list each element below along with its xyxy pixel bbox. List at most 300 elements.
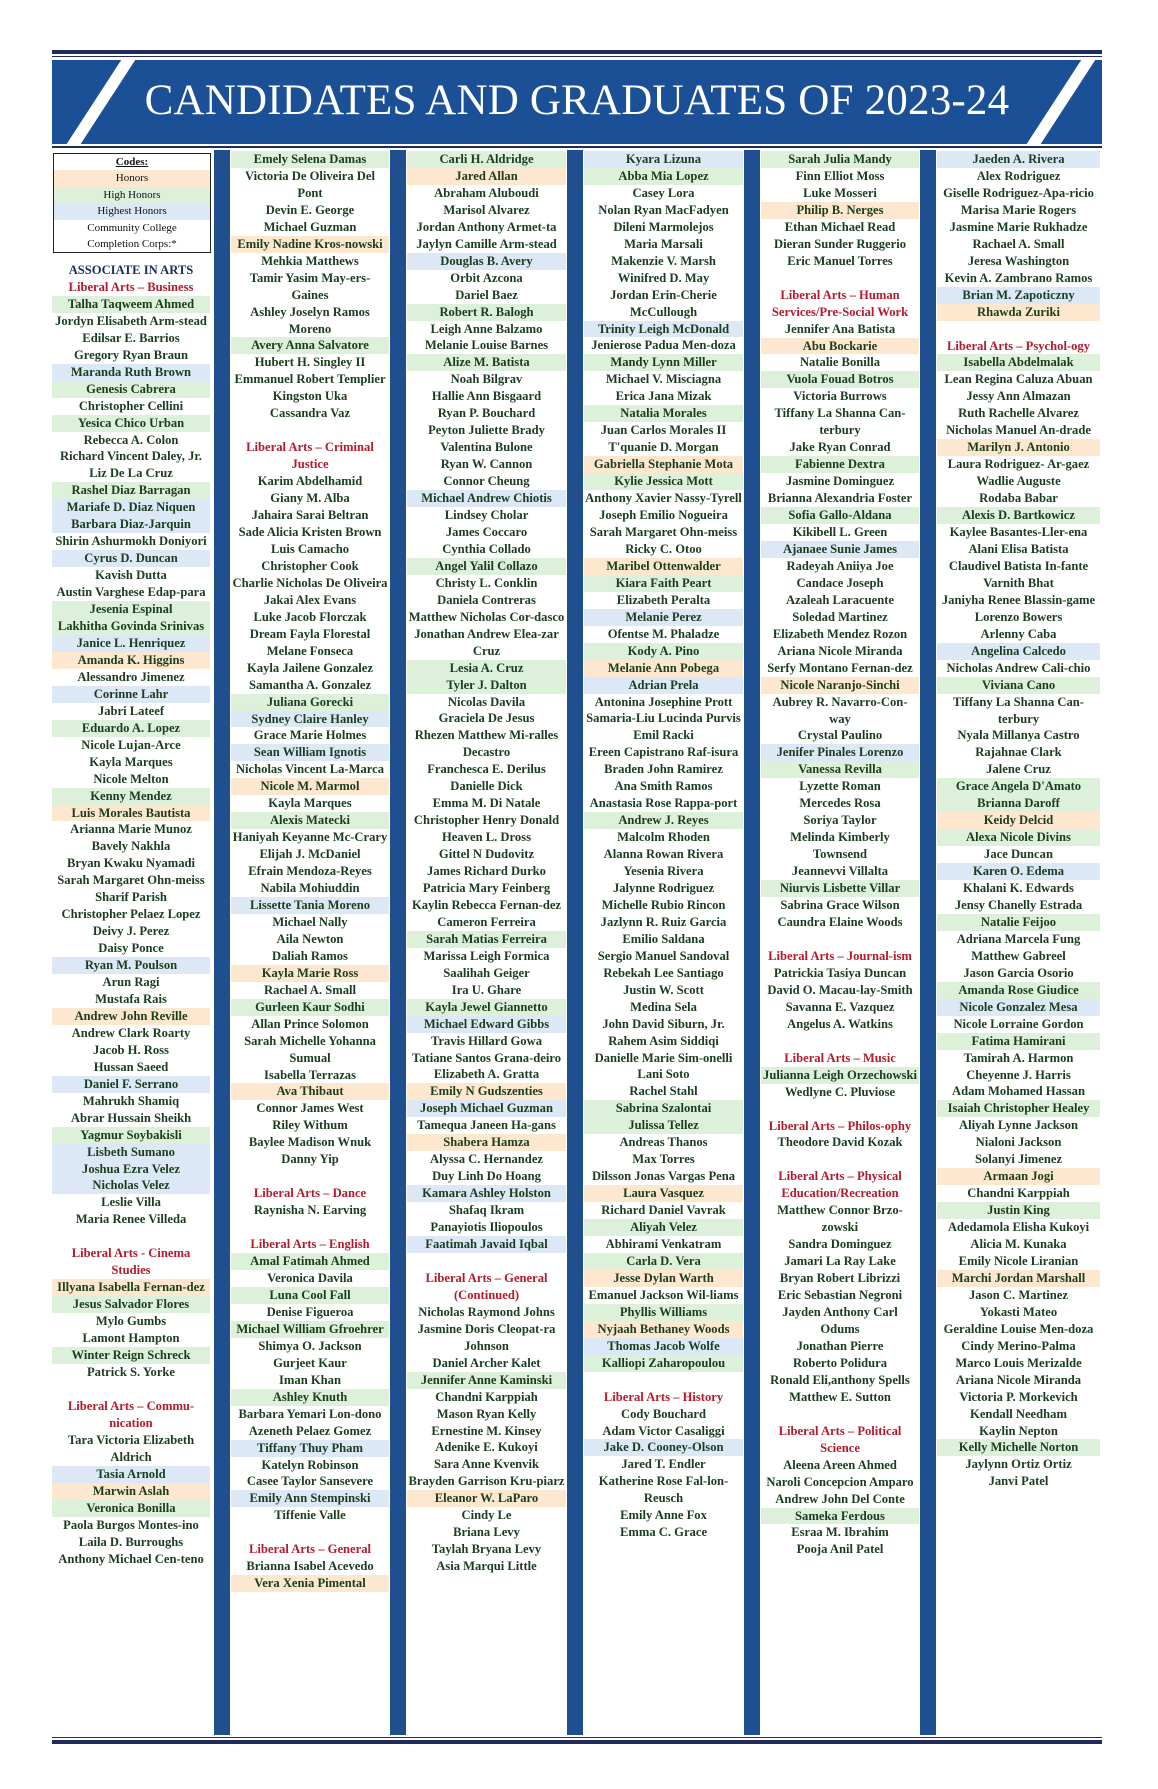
graduate-name: Emmanuel Robert Templier [234,372,386,387]
graduate-name: Niurvis Lisbette Villar [761,880,919,897]
graduate-name: Elizabeth Mendez Rozon [772,626,908,641]
graduate-name: Braden John Ramirez [604,762,723,777]
graduate-name: Winifred D. May [617,270,710,285]
graduate-name: Sameka Ferdous [761,1508,919,1525]
graduate-name: Cyrus D. Duncan [52,550,210,567]
graduate-name: Illyana Isabella Fernan-dez [52,1279,210,1296]
program-heading: Liberal Arts – Physical Education/Recreation [778,1169,902,1201]
graduate-name: Eric Manuel Torres [787,253,893,268]
graduate-name: Alex Rodriguez [976,168,1061,183]
code-honors: Honors [54,170,210,186]
graduate-name: Emily Nadine Kros-nowski [231,236,389,253]
graduate-name: Dariel Baez [455,287,518,302]
graduate-name: Armaan Jogi [937,1168,1100,1185]
graduate-name: Tiffany Thuy Pham [231,1440,389,1457]
graduate-name: Jordyn Elisabeth Arm-stead [55,313,207,328]
graduate-name: Efrain Mendoza-Reyes [248,864,372,879]
graduate-name: Juan Carlos Morales II [600,423,727,438]
graduate-name: Malcolm Rhoden [617,830,710,845]
graduate-name: Grace Angela D'Amato [937,778,1100,795]
graduate-name: Yokasti Mateo [979,1304,1058,1319]
graduate-name: Luis Morales Bautista [52,805,210,822]
top-rule [52,50,1102,54]
graduate-name: Eleanor W. LaParo [407,1490,566,1507]
graduate-name: Ryan P. Bouchard [437,406,536,421]
program-heading: Liberal Arts – Criminal Justice [246,440,374,472]
graduate-name: Julissa Tellez [584,1117,743,1134]
graduate-name: Sarah Julia Mandy [761,151,919,168]
graduate-name: Rachel Stahl [629,1084,698,1099]
graduate-name: Denise Figueroa [266,1304,354,1319]
graduate-name: Duy Linh Do Hoang [432,1169,541,1184]
graduate-name: Matthew E. Sutton [789,1389,891,1404]
graduate-name: Bryan Kwaku Nyamadi [66,856,196,871]
graduate-name: Ryan M. Poulson [52,957,210,974]
graduate-name: Isabella Terrazas [263,1067,356,1082]
graduate-name: Aliyah Velez [584,1219,743,1236]
graduate-name: Vanessa Revilla [761,761,919,778]
graduate-name: Tiffenie Valle [274,1508,346,1523]
graduate-name: Mandy Lynn Miller [584,354,743,371]
graduate-name: Wadlie Auguste [976,474,1061,489]
graduate-name: Julianna Leigh Orzechowski [761,1067,919,1084]
graduate-name: Gurleen Kaur Sodhi [231,999,389,1016]
graduate-name: Yagmur Soybakisli [52,1127,210,1144]
graduate-name: Kenny Mendez [52,788,210,805]
graduate-name: Kaylin Rebecca Fernan-dez [412,897,561,912]
graduate-name: Sabrina Grace Wilson [780,897,900,912]
graduate-name: Graciela De Jesus [438,711,535,726]
graduate-name: Naroli Concepcion Amparo [766,1474,914,1489]
graduate-name: Luke Mosseri [803,185,877,200]
graduate-name: Aliyah Lynne Jackson [959,1118,1078,1133]
graduate-name: Veronica Bonilla [52,1500,210,1517]
graduate-name: Marisol Alvarez [443,202,530,217]
graduate-name: Giselle Rodriguez-Apa-ricio [943,185,1094,200]
graduate-name: Christy L. Conklin [435,575,538,590]
graduate-name: Connor James West [256,1101,364,1116]
graduate-name: Jordan Anthony Armet-ta [416,219,557,234]
graduate-name: Jaylynn Ortiz Ortiz [965,1457,1072,1472]
graduate-name: Corinne Lahr [52,686,210,703]
graduate-name: Nicole Lorraine Gordon [953,1016,1084,1031]
graduate-name: Jaylyn Camille Arm-stead [416,236,557,251]
graduate-name: Jasmine Marie Rukhadze [949,219,1088,234]
graduate-name: Cameron Ferreira [437,914,536,929]
graduate-name: Kavish Dutta [95,568,167,583]
graduate-name: Alexis D. Bartkowicz [937,507,1100,524]
banner-under-rule [52,146,1102,148]
graduate-name: Adam Victor Casaliggi [602,1423,725,1438]
graduate-name: Kyara Lizuna [584,151,743,168]
graduate-name: Luna Cool Fall [231,1287,389,1304]
graduate-name: Jenierose Padua Men-doza [591,338,736,353]
graduate-name: Varnith Bhat [983,575,1054,590]
graduate-name: Mahrukh Shamiq [82,1093,180,1108]
graduate-name: Janice L. Henriquez [52,635,210,652]
graduate-name: Angelus A. Watkins [787,1016,893,1031]
graduate-name: Taylah Bryana Levy [431,1542,542,1557]
graduate-name: Charlie Nicholas De Oliveira [232,575,388,590]
graduate-name: Daniela Contreras [437,592,536,607]
graduate-name: Emilio Saldana [622,931,705,946]
graduate-name: Alanna Rowan Rivera [603,847,724,862]
graduate-name: Anastasia Rose Rappa-port [589,796,738,811]
graduate-name: Abhirami Venkatram [605,1237,722,1251]
graduate-name: Jason C. Martinez [969,1287,1068,1302]
graduate-name: Austin Varghese Edap-para [56,585,206,600]
graduate-name: Andreas Thanos [619,1135,708,1150]
graduate-name: Karen O. Edema [937,863,1100,880]
graduate-name: Sarah Margaret Ohn-meiss [589,524,738,539]
graduate-name: Ira U. Ghare [451,982,522,997]
graduate-name: Travis Hillard Gowa [430,1033,542,1048]
graduate-name: Jamari La Ray Lake [784,1254,896,1269]
graduate-name: Tiffany La Shanna Can-terbury [953,694,1084,726]
graduate-name: Allan Prince Solomon [251,1016,369,1031]
graduate-name: Andrew John Reville [52,1008,210,1025]
graduate-name: Natalie Bonilla [799,355,881,370]
program-heading: Liberal Arts – Music [784,1050,896,1065]
graduate-name: Alize M. Batista [407,354,566,371]
graduate-name: Aila Newton [276,931,344,946]
graduate-name: Kevin A. Zambrano Ramos [944,270,1093,285]
graduate-name: Faatimah Javaid Iqbal [407,1236,566,1253]
graduate-name: Ava Thibaut [231,1083,389,1100]
graduate-name: Lyzette Roman [799,779,881,794]
graduate-name: Jasmine Dominguez [785,474,895,489]
program-heading: Liberal Arts – Journal-ism [768,948,912,963]
title-banner [52,60,1102,144]
graduate-name: Shirin Ashurmokh Doniyori [55,534,207,549]
graduate-name: Laura Rodriguez- Ar-gaez [947,457,1090,472]
graduate-name: Mariafe D. Diaz Niquen [52,499,210,516]
graduate-name: Kayla Marques [268,796,352,811]
graduate-name: Luis Camacho [270,541,350,556]
codes-legend [53,153,211,253]
graduate-name: Mason Ryan Kelly [436,1406,537,1421]
graduate-name: Kylie Jessica Mott [584,473,743,490]
graduate-name: Jared T. Endler [621,1457,706,1472]
graduate-name: Victoria P. Morkevich [959,1389,1078,1404]
graduate-name: Samantha A. Gonzalez [248,677,372,692]
graduate-name: Kikibell L. Green [792,525,888,540]
graduate-name: Jennifer Anne Kaminski [407,1372,566,1389]
graduate-name: Abrar Hussain Sheikh [70,1110,192,1125]
graduate-name: Vera Xenia Pimental [231,1575,389,1592]
graduate-name: Jonathan Andrew Elea-zar Cruz [414,626,559,658]
graduate-name: Ajanaee Sunie James [761,541,919,558]
graduate-name: Jason Garcia Osorio [963,965,1074,980]
graduate-name: Ariana Nicole Miranda [955,1372,1082,1387]
graduate-name: Esraa M. Ibrahim [791,1525,889,1540]
graduate-name: Jesus Salvador Flores [52,1296,210,1313]
graduate-name: Juliana Gorecki [231,694,389,711]
graduate-name: Casey Lora [632,185,695,200]
graduate-name: Lisbeth Sumano [52,1144,210,1161]
graduate-name: Danielle Marie Sim-onelli [594,1050,733,1065]
graduate-name: Bryan Robert Librizzi [779,1271,901,1286]
program-heading: Liberal Arts – General [248,1542,372,1557]
graduate-name: Christopher Cellini [78,398,184,413]
graduate-name: Alani Elisa Batista [968,541,1069,556]
graduate-name: Liz De La Cruz [89,466,173,481]
graduate-name: Jaeden A. Rivera [937,151,1100,168]
graduate-name: Danielle Dick [450,779,523,794]
graduate-name: Kaylee Basantes-Ller-ena [949,525,1088,540]
graduate-name: Shabera Hamza [407,1134,566,1151]
graduate-name: Heaven L. Dross [442,830,531,845]
graduate-name: Antonina Josephine Prott [594,694,733,709]
graduate-name: Angelina Calcedo [937,643,1100,660]
graduate-name: Emanuel Jackson Wil-liams [588,1287,739,1302]
graduate-name: Douglas B. Avery [407,253,566,270]
bottom-rule-thin [52,1737,1102,1738]
graduate-name: Nyjaah Bethaney Woods [584,1321,743,1338]
names-column-1 [52,262,210,1567]
graduate-name: Geraldine Louise Men-doza [943,1321,1094,1336]
graduate-name: Rajahnae Clark [975,745,1062,760]
graduate-name: Nabila Mohiuddin [260,881,360,896]
graduate-name: Nicolas Davila [447,694,526,709]
graduate-name: Michael William Gfroehrer [231,1321,389,1338]
graduate-name: Theodore David Kozak [777,1135,903,1150]
graduate-name: Richard Vincent Daley, Jr. [60,449,202,464]
graduate-name: Daliah Ramos [272,948,348,963]
graduate-name: Ereen Capistrano Raf-isura [588,745,739,760]
graduate-name: Alexa Nicole Divins [937,829,1100,846]
graduate-name: Karim Abdelhamid [257,474,363,489]
graduate-name: Jared Allan [407,168,566,185]
graduate-name: Jace Duncan [984,847,1053,862]
graduate-name: Tyler J. Dalton [407,677,566,694]
graduate-name: Matthew Gabreel [971,948,1066,963]
graduate-name: Jeresa Washington [967,253,1070,268]
graduate-name: Lorenzo Bowers [974,609,1063,624]
graduate-name: Gabriella Stephanie Mota [584,456,743,473]
graduate-name: Rodaba Babar [979,491,1058,506]
graduate-name: Melinda Kimberly Townsend [790,830,890,862]
graduate-name: Hallie Ann Bisgaard [431,389,542,404]
graduate-name: David O. Macau-lay-Smith [767,982,913,997]
names-column-4 [584,151,743,1541]
graduate-name: Lamont Hampton [82,1331,180,1346]
graduate-name: Carla D. Vera [584,1253,743,1270]
graduate-name: Riley Withum [272,1118,348,1133]
graduate-name: Casee Taylor Sansevere [246,1474,374,1489]
graduate-name: Hussan Saeed [93,1059,169,1074]
graduate-name: Iman Khan [279,1372,341,1387]
graduate-name: Kody A. Pino [584,643,743,660]
graduate-name: Grace Marie Holmes [253,728,367,743]
graduate-name: Maria Renee Villeda [75,1212,187,1227]
graduate-name: Emily Nicole Liranian [958,1254,1079,1268]
graduate-name: Justin W. Scott [623,982,704,997]
graduate-name: Kayla Marie Ross [231,965,389,982]
graduate-name: Leslie Villa [101,1195,161,1210]
program-heading: Liberal Arts – English [250,1237,370,1252]
graduate-name: Joseph Michael Guzman [407,1100,566,1117]
graduate-name: Sharif Parish [95,890,167,905]
graduate-name: Pooja Anil Patel [796,1542,884,1557]
graduate-name: Cynthia Collado [442,541,531,556]
column-separator [214,150,230,1735]
graduate-name: Marilyn J. Antonio [937,439,1100,456]
graduate-name: Melanie Perez [584,609,743,626]
graduate-name: Noah Bilgrav [450,372,523,387]
graduate-name: John David Siburn, Jr. [602,1016,725,1031]
graduate-name: Nyala Millanya Castro [957,728,1080,743]
graduate-name: Ronald Eli,anthony Spells [770,1372,910,1387]
graduate-name: Soledad Martinez [792,609,888,624]
graduate-name: Haniyah Keyanne Mc-Crary [232,830,388,845]
graduate-name: Nicole M. Marmol [231,778,389,795]
graduate-name: Sergio Manuel Sandoval [597,948,730,963]
graduate-name: Justin King [937,1202,1100,1219]
graduate-name: Maria Marsali [624,236,703,251]
graduate-name: Amal Fatimah Ahmed [231,1253,389,1270]
graduate-name: Janvi Patel [988,1474,1049,1489]
graduate-name: Michael V. Misciagna [605,372,722,387]
graduate-name: Kaylin Nepton [979,1423,1058,1438]
graduate-name: Victoria De Oliveira Del Pont [245,168,375,200]
bottom-rule [52,1740,1102,1744]
graduate-name: Emily N Gudszenties [407,1083,566,1100]
graduate-name: Nicholas Manuel An-drade [946,423,1091,438]
page-title: CANDIDATES AND GRADUATES OF 2023-24 [144,77,1010,124]
graduate-name: Barbara Yemari Lon-dono [238,1406,382,1421]
graduate-name: Winter Reign Schreck [52,1347,210,1364]
graduate-name: Kendall Needham [970,1406,1067,1421]
graduate-name: Jalene Cruz [986,762,1051,777]
graduate-name: Anthony Michael Cen-teno [58,1551,204,1566]
graduate-name: Cassandra Vaz [269,406,351,421]
graduate-name: Mylo Gumbs [95,1314,167,1329]
graduate-name: Yesenia Rivera [623,864,704,879]
graduate-name: Marwin Aslah [52,1483,210,1500]
graduate-name: Emily Anne Fox [620,1508,707,1523]
graduate-name: Luke Jacob Florczak [253,609,367,624]
graduate-name: Jake Ryan Conrad [789,440,891,455]
graduate-name: Veronica Davila [267,1271,353,1286]
graduate-name: Nicholas Raymond Johns [418,1304,555,1319]
graduate-name: Kamara Ashley Holston [407,1185,566,1202]
graduate-name: Finn Elliot Moss [795,168,885,183]
graduate-name: Maranda Ruth Brown [52,364,210,381]
graduate-name: Ashley Knuth [231,1389,389,1406]
graduate-name: Ana Smith Ramos [614,779,713,794]
graduate-name: Jabri Lateef [97,703,165,718]
program-heading: Liberal Arts – Human Services/Pre-Social Work [771,287,909,319]
graduate-name: Chandni Karppiah [435,1389,538,1404]
graduate-name: Tamequa Janeen Ha-gans [417,1118,556,1133]
graduate-name: Laura Vasquez [584,1185,743,1202]
graduate-name: Gurjeet Kaur [273,1355,347,1370]
graduate-name: Jacob H. Ross [93,1042,169,1057]
graduate-name: Cindy Le [461,1508,512,1523]
graduate-name: Brian M. Zapoticzny [937,287,1100,304]
code-highest-honors: Highest Honors [54,203,210,219]
program-heading: Liberal Arts – Business [68,279,194,294]
graduate-name: Fatima Hamirani [937,1033,1100,1050]
graduate-name: Rebecca A. Colon [83,432,179,447]
names-column-3 [407,151,566,1575]
graduate-name: Lindsey Cholar [444,508,529,523]
graduate-name: Devin E. George [265,202,355,217]
graduate-name: Natalie Feijoo [937,914,1100,931]
graduate-name: Brianna Alexandria Foster [767,491,913,506]
program-heading: Liberal Arts – Political Science [778,1423,902,1455]
graduate-name: Alyssa C. Hernandez [430,1152,543,1167]
graduate-name: Jake D. Cooney-Olson [584,1439,743,1456]
graduate-name: Janiyha Renee Blassin-game [941,592,1096,607]
column-separator [920,150,936,1735]
graduate-name: Ricky C. Otoo [625,541,702,556]
graduate-name: Tatiane Santos Grana-deiro [411,1050,562,1065]
graduate-name: Nicholas Vincent La-Marca [235,762,385,777]
graduate-name: Jazlynn R. Ruiz Garcia [600,914,727,929]
graduate-name: Amanda Rose Giudice [937,982,1100,999]
column-separator [567,150,583,1735]
graduate-name: Abraham Aluboudi [434,185,539,200]
graduate-name: Ariana Nicole Miranda [777,643,903,658]
program-heading: Liberal Arts – Philos-ophy [768,1118,912,1133]
graduate-name: Arianna Marie Munoz [70,822,192,837]
graduate-name: Daniel Archer Kalet [432,1355,541,1370]
graduate-name: Lesia A. Cruz [407,660,566,677]
graduate-name: Brayden Garrison Kru-piarz [408,1474,565,1489]
graduate-name: Patrick S. Yorke [86,1365,176,1379]
graduate-name: Jennifer Ana Batista [784,321,896,336]
graduate-name: Christopher Pelaez Lopez [61,907,201,922]
column-separator [390,150,406,1735]
graduate-name: Chandni Karppiah [967,1186,1070,1201]
graduate-name: Connor Cheung [443,474,530,489]
graduate-name: Elijah J. McDaniel [259,847,361,862]
graduate-name: Richard Daniel Vavrak [601,1203,726,1218]
graduate-name: Jalynne Rodriguez [612,880,715,895]
graduate-name: Nicole Gonzalez Mesa [937,999,1100,1016]
graduate-name: Panayiotis Iliopoulos [430,1220,543,1235]
graduate-name: Aubrey R. Navarro-Con-way [772,694,908,726]
graduate-name: Melane Fonseca [266,643,354,658]
graduate-name: Deivy J. Perez [92,924,170,939]
graduate-name: Rashel Diaz Barragan [52,482,210,499]
graduate-name: Wedlyne C. Pluviose [784,1084,896,1099]
graduate-name: Maribel Ottenwalder [584,558,743,575]
graduate-name: Cody Bouchard [620,1406,707,1421]
graduate-name: Emma C. Grace [619,1525,708,1540]
graduate-name: Sarah Matias Ferreira [407,931,566,948]
graduate-name: Alessandro Jimenez [77,669,185,684]
graduate-name: Dileni Marmolejos [613,219,714,234]
graduate-name: Alexis Matecki [231,812,389,829]
graduate-name: Kayla Jewel Giannetto [407,999,566,1016]
graduate-name: Elizabeth Peralta [616,592,711,607]
graduate-name: Talha Taqweem Ahmed [52,296,210,313]
graduate-name: Nicole Lujan-Arce [81,737,181,752]
graduate-name: Nicole Naranjo-Sinchi [761,677,919,694]
graduate-name: Kalliopi Zaharopoulou [584,1355,743,1372]
graduate-name: Patrickia Tasiya Duncan [773,965,907,980]
graduate-name: Nicole Melton [93,771,169,786]
graduate-name: Hubert H. Singley II [254,355,366,370]
graduate-name: Andrew J. Reyes [584,812,743,829]
graduate-name: Jakai Alex Evans [263,592,357,607]
graduate-name: Jessy Ann Almazan [966,389,1071,404]
graduate-name: Tara Victoria Elizabeth Aldrich [67,1432,195,1464]
graduate-name: Tamirah A. Harmon [963,1050,1074,1065]
